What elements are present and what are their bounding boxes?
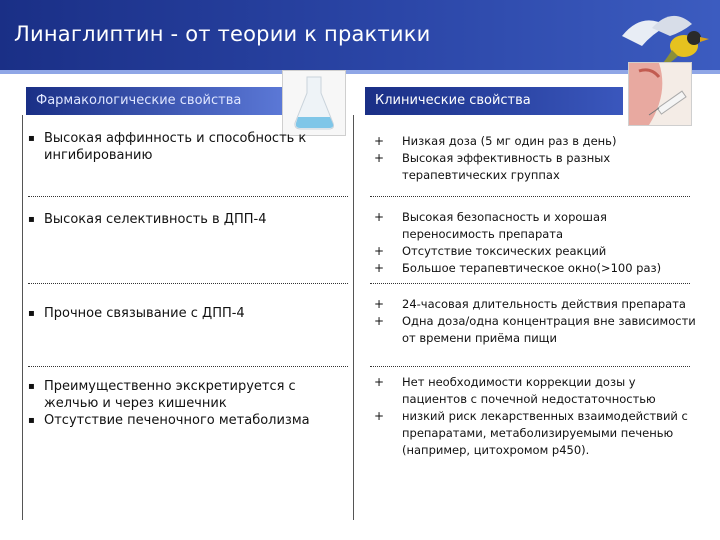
plus-marker: + bbox=[374, 210, 385, 224]
divider-vertical-center bbox=[353, 115, 354, 520]
pharma-property-cell bbox=[28, 378, 348, 429]
title-bar bbox=[0, 0, 720, 74]
plus-marker: + bbox=[374, 314, 385, 328]
clinical-property bbox=[370, 296, 700, 313]
clinical-property-cell bbox=[370, 296, 700, 347]
clinical-property-text: Низкая доза (5 мг один раз в день) bbox=[402, 134, 617, 148]
row-separator bbox=[28, 283, 348, 284]
pharma-property bbox=[28, 378, 348, 412]
plus-marker: + bbox=[374, 244, 385, 258]
clinical-property bbox=[370, 150, 700, 184]
bullet-marker: ▪ bbox=[28, 308, 35, 319]
plus-marker: + bbox=[374, 261, 385, 275]
header-pharmacological: Фармакологические свойства bbox=[26, 87, 282, 115]
clinical-property-text: Нет необходимости коррекции дозы у пациентов с почечной недостаточностью bbox=[402, 375, 656, 406]
slide-title: Линаглиптин - от теории к практики bbox=[14, 22, 431, 46]
clinical-property-text: 24-часовая длительность действия препарата bbox=[402, 297, 686, 311]
row-separator bbox=[28, 366, 348, 367]
header-clinical: Клинические свойства bbox=[365, 87, 623, 115]
pharma-property bbox=[28, 305, 348, 322]
clinical-property-cell bbox=[370, 209, 700, 277]
pharma-property bbox=[28, 130, 348, 164]
clinical-property-text: Высокая безопасность и хорошая переносимость препарата bbox=[402, 210, 607, 241]
clinical-property bbox=[370, 260, 700, 277]
clinical-property bbox=[370, 408, 700, 459]
plus-marker: + bbox=[374, 134, 385, 148]
clinical-property-text: Отсутствие токсических реакций bbox=[402, 244, 607, 258]
clinical-property-cell bbox=[370, 374, 700, 459]
plus-marker: + bbox=[374, 297, 385, 311]
flask-photo bbox=[282, 70, 346, 136]
clinical-property-text: Большое терапевтическое окно(>100 раз) bbox=[402, 261, 662, 275]
row-separator bbox=[370, 196, 690, 197]
pharma-property bbox=[28, 412, 348, 429]
bullet-marker: ▪ bbox=[28, 133, 35, 144]
bullet-marker: ▪ bbox=[28, 214, 35, 225]
pharma-property-text: Высокая аффинность и способность к ингибированию bbox=[44, 131, 307, 163]
plus-marker: + bbox=[374, 409, 385, 423]
clinical-property bbox=[370, 209, 700, 243]
clinical-property-cell bbox=[370, 133, 700, 184]
row-separator bbox=[28, 196, 348, 197]
row-separator bbox=[370, 366, 690, 367]
bullet-marker: ▪ bbox=[28, 415, 35, 426]
pharma-property-text: Отсутствие печеночного метаболизма bbox=[44, 413, 310, 428]
plus-marker: + bbox=[374, 151, 385, 165]
clinical-property bbox=[370, 313, 700, 347]
bullet-marker: ▪ bbox=[28, 381, 35, 392]
row-separator bbox=[370, 283, 690, 284]
clinical-property-text: низкий риск лекарственных взаимодействий с препаратами, метаболизируемыми печенью (например, цитохромом р450). bbox=[402, 409, 688, 457]
syringe-photo bbox=[628, 62, 692, 126]
plus-marker: + bbox=[374, 375, 385, 389]
pharma-property-cell bbox=[28, 130, 348, 164]
clinical-property-text: Одна доза/одна концентрация вне зависимости от времени приёма пищи bbox=[402, 314, 696, 345]
pharma-property-cell bbox=[28, 211, 348, 228]
pharma-property-text: Преимущественно экскретируется с желчью и через кишечник bbox=[44, 379, 296, 411]
pharma-property-text: Высокая селективность в ДПП-4 bbox=[44, 212, 267, 227]
clinical-property bbox=[370, 133, 700, 150]
divider-vertical-left bbox=[22, 115, 23, 520]
clinical-property bbox=[370, 374, 700, 408]
clinical-property-text: Высокая эффективность в разных терапевтических группах bbox=[402, 151, 611, 182]
pharma-property bbox=[28, 211, 348, 228]
pharma-property-cell bbox=[28, 305, 348, 322]
clinical-property bbox=[370, 243, 700, 260]
pharma-property-text: Прочное связывание с ДПП-4 bbox=[44, 306, 245, 321]
